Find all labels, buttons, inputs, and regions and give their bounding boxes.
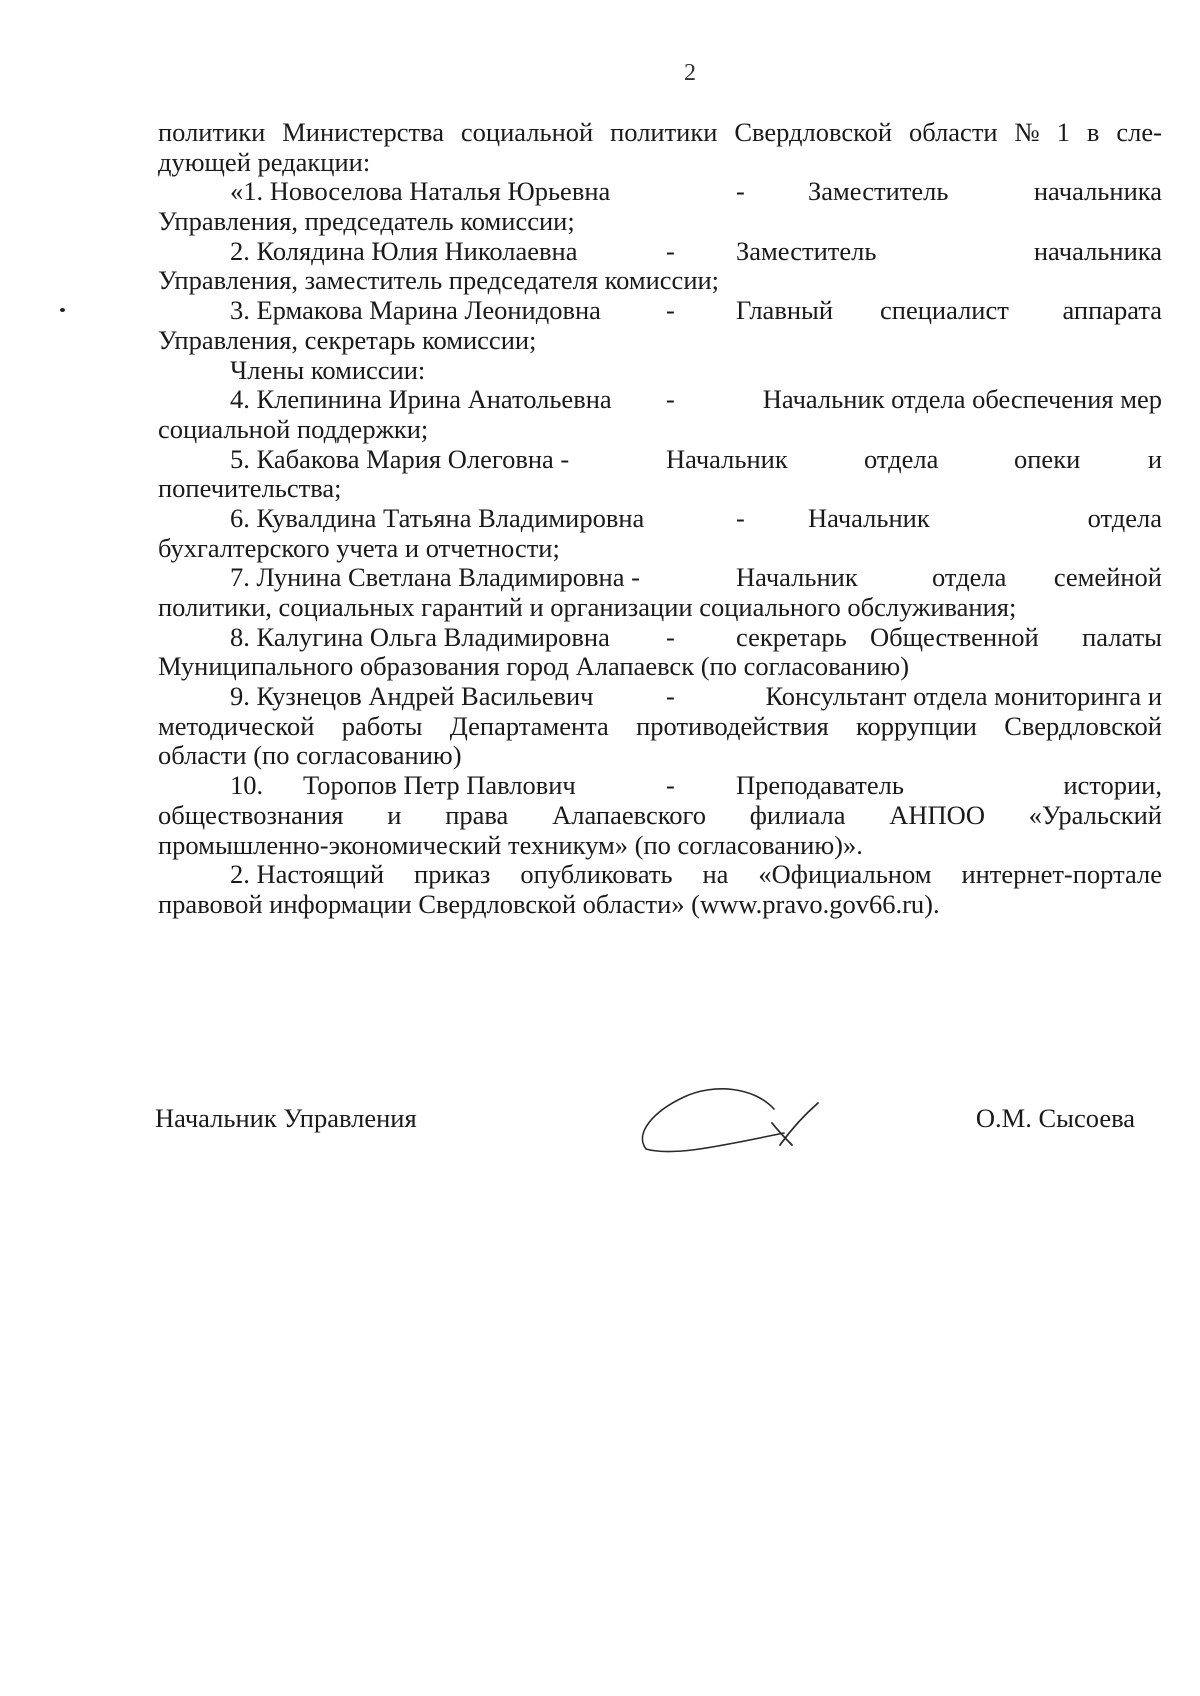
member-role: палаты: [1082, 621, 1162, 652]
member-role: и: [1147, 443, 1162, 474]
member-name: 8. Калугина Ольга Владимировна: [230, 621, 610, 652]
word: сле-: [1116, 117, 1162, 147]
member-role: Начальник: [666, 443, 788, 474]
point-2-line-2: правовой информации Свердловской области» (www.pravo.gov66.ru).: [158, 888, 940, 919]
word: интернет-портале: [961, 859, 1162, 890]
member-role: Главный: [736, 295, 833, 326]
member-9-cont: [158, 712, 1162, 742]
word: в: [1086, 117, 1100, 147]
member-name: 2. Колядина Юлия Николаевна: [230, 235, 578, 266]
member-role: истории,: [1063, 770, 1162, 801]
member-role: Начальник: [808, 502, 930, 533]
member-role: специалист: [880, 295, 1009, 326]
member-role: Начальник: [736, 562, 858, 593]
point-2-line-1: [158, 860, 1162, 890]
member-role: отдела: [864, 443, 939, 474]
member-role: семейной: [1053, 562, 1162, 593]
member-8-cont: Муниципального образования город Алапаевск (по согласованию): [158, 651, 910, 682]
member-dash: -: [666, 770, 675, 801]
word: 2. Настоящий: [230, 859, 385, 890]
member-dash: -: [736, 502, 745, 533]
member-9-cont-2: области (по согласованию): [158, 740, 462, 771]
word: работы: [341, 710, 423, 741]
member-1-cont: Управления, председатель комиссии;: [158, 206, 575, 237]
word: политики: [610, 117, 718, 147]
word: филиала: [749, 799, 846, 830]
member-role: секретарь: [736, 621, 847, 652]
page-number: 2: [684, 60, 696, 86]
member-4-cont: социальной поддержки;: [158, 413, 429, 444]
word: на: [702, 859, 729, 890]
signatory-name: О.М. Сысоева: [975, 1103, 1135, 1133]
word: Свердловской: [734, 117, 893, 147]
member-number: 10.: [230, 770, 264, 801]
word: приказ: [414, 859, 491, 890]
member-role: начальника: [1033, 176, 1162, 207]
member-role: отдела: [1087, 502, 1162, 533]
member-2-cont: Управления, заместитель председателя комиссии;: [158, 265, 720, 296]
word: Департамента: [449, 710, 609, 741]
member-role: Консультант отдела мониторинга и: [765, 681, 1162, 712]
member-role: Начальник отдела обеспечения мер: [762, 384, 1162, 415]
member-role: начальника: [1033, 235, 1162, 266]
member-5-cont: попечительства;: [158, 473, 342, 504]
member-4-line: [158, 385, 1162, 415]
member-name: Торопов Петр Павлович: [303, 770, 576, 801]
word: Свердловской: [1004, 710, 1162, 741]
member-dash: -: [666, 681, 675, 712]
member-role: Заместитель: [808, 176, 949, 207]
member-role: Заместитель: [736, 235, 877, 266]
word: «Уральский: [1028, 799, 1162, 830]
member-role: отдела: [932, 562, 1007, 593]
word: Алапаевского: [552, 799, 706, 830]
member-name: 6. Кувалдина Татьяна Владимировна: [230, 502, 645, 533]
handwritten-signature: [634, 1075, 834, 1155]
member-dash: -: [666, 621, 675, 652]
member-8-line: [158, 623, 1162, 653]
member-7-line: [158, 563, 1162, 593]
member-3-cont: Управления, секретарь комиссии;: [158, 324, 537, 355]
member-name: «1. Новоселова Наталья Юрьевна: [230, 176, 611, 207]
word: социальной: [460, 117, 594, 147]
member-name: 4. Клепинина Ирина Анатольевна: [230, 384, 612, 415]
member-dash: -: [666, 384, 675, 415]
signatory-title: Начальник Управления: [155, 1103, 417, 1133]
word: противодействия: [636, 710, 829, 741]
intro-line-1: [158, 118, 1162, 148]
member-9-line: [158, 682, 1162, 712]
member-6-line: [158, 504, 1162, 534]
member-name: 5. Кабакова Мария Олеговна -: [230, 443, 570, 474]
member-10-cont-2: промышленно-экономический техникум» (по согласованию)».: [158, 829, 863, 860]
word: 1: [1056, 117, 1070, 147]
word: опубликовать: [520, 859, 673, 890]
member-6-cont: бухгалтерского учета и отчетности;: [158, 532, 560, 563]
member-3-line: [158, 296, 1162, 326]
member-10-cont: [158, 801, 1162, 831]
word: права: [445, 799, 509, 830]
word: «Официальном: [758, 859, 932, 890]
member-name: 9. Кузнецов Андрей Васильевич: [230, 681, 594, 712]
word: АНПОО: [889, 799, 985, 830]
document-body: [158, 118, 1162, 920]
member-dash: -: [666, 295, 675, 326]
intro-line-2: дующей редакции:: [158, 146, 371, 177]
member-dash: -: [736, 176, 745, 207]
word: коррупции: [856, 710, 977, 741]
member-dash: -: [666, 235, 675, 266]
word: Министерства: [282, 117, 444, 147]
member-role: аппарата: [1062, 295, 1162, 326]
scan-mark: [60, 308, 65, 312]
word: №: [1014, 117, 1040, 147]
member-5-line: [158, 445, 1162, 475]
member-name: 3. Ермакова Марина Леонидовна: [230, 295, 601, 326]
member-role: опеки: [1014, 443, 1081, 474]
member-1-line: [158, 177, 1162, 207]
members-label: Члены комиссии:: [230, 354, 426, 385]
member-10-line: [158, 771, 1162, 801]
member-2-line: [158, 237, 1162, 267]
word: и: [387, 799, 402, 830]
member-name: 7. Лунина Светлана Владимировна -: [230, 562, 640, 593]
word: обществознания: [158, 799, 344, 830]
word: политики: [158, 117, 266, 147]
member-7-cont: политики, социальных гарантий и организации социального обслуживания;: [158, 592, 1017, 622]
member-role: Общественной: [870, 621, 1039, 652]
word: методической: [158, 710, 315, 741]
member-role: Преподаватель: [736, 770, 904, 801]
word: области: [909, 117, 998, 147]
